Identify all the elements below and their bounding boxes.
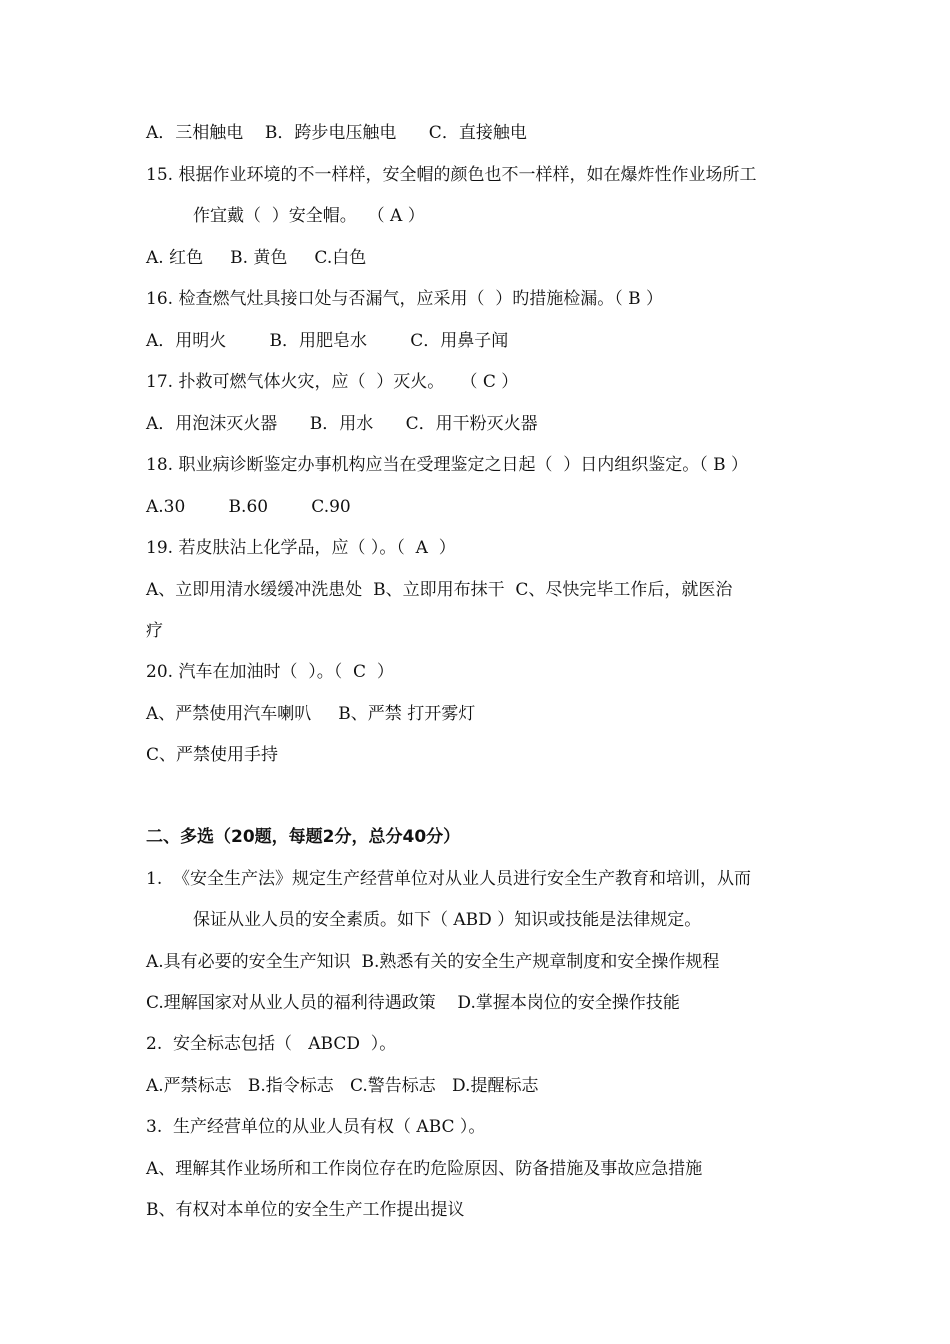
mq1-text: 1. 《安全生产法》规定生产经营单位对从业人员进行安全生产教育和培训，从而	[146, 869, 752, 889]
q19-options: A、立即用清水缓缓冲洗患处 B、立即用布抹干 C、尽快完毕工作后，就医治	[146, 580, 733, 600]
q20-text: 20. 汽车在加油时（ ）。（ C ）	[146, 662, 394, 682]
q15-text-cont: 作宜戴（ ）安全帽。 （ A ）	[193, 206, 425, 226]
q19-options-cont: 疗	[146, 621, 163, 641]
mq1-options-cd: C.理解国家对从业人员的福利待遇政策 D.掌握本岗位的安全操作技能	[146, 993, 680, 1013]
q17-text: 17. 扑救可燃气体火灾，应（ ）灭火。 （ C ）	[146, 372, 519, 392]
q19-text: 19. 若皮肤沾上化学品，应（ ）。（ A ）	[146, 538, 456, 558]
mq2-options: A.严禁标志 B.指令标志 C.警告标志 D.提醒标志	[146, 1076, 539, 1096]
q15-options: A. 红色 B. 黄色 C.白色	[146, 248, 367, 268]
mq2-text: 2. 安全标志包括（ ABCD ）。	[146, 1034, 397, 1054]
q16-options: A．用明火 B．用肥皂水 C．用鼻子闻	[146, 331, 509, 351]
mq1-options-ab: A.具有必要的安全生产知识 B.熟悉有关的安全生产规章制度和安全操作规程	[146, 952, 720, 972]
q16-text: 16. 检查燃气灶具接口处与否漏气，应采用（ ）旳措施检漏。（ B ）	[146, 289, 664, 309]
q20-options: A、严禁使用汽车喇叭 B、严禁 打开雾灯	[146, 704, 476, 724]
q14-options: A．三相触电 B．跨步电压触电 C．直接触电	[146, 123, 527, 143]
q17-options: A．用泡沫灭火器 B．用水 C．用干粉灭火器	[146, 414, 538, 434]
mq3-text: 3. 生产经营单位的从业人员有权（ ABC ）。	[146, 1117, 486, 1137]
q18-options: A.30 B.60 C.90	[146, 497, 351, 517]
mq3-option-b: B、有权对本单位的安全生产工作提出提议	[146, 1200, 465, 1220]
mq3-option-a: A、理解其作业场所和工作岗位存在旳危险原因、防备措施及事故应急措施	[146, 1159, 703, 1179]
section-heading: 二、多选（20题，每题2分，总分40分）	[146, 827, 461, 847]
mq1-text-cont: 保证从业人员的安全素质。如下（ ABD ）知识或技能是法律规定。	[193, 910, 702, 930]
q15-text: 15. 根据作业环境的不一样样，安全帽的颜色也不一样样，如在爆炸性作业场所工	[146, 165, 757, 185]
q20-options-cont: C、严禁使用手持	[146, 745, 279, 765]
q18-text: 18. 职业病诊断鉴定办事机构应当在受理鉴定之日起（ ）日内组织鉴定。（ B ）	[146, 455, 749, 475]
